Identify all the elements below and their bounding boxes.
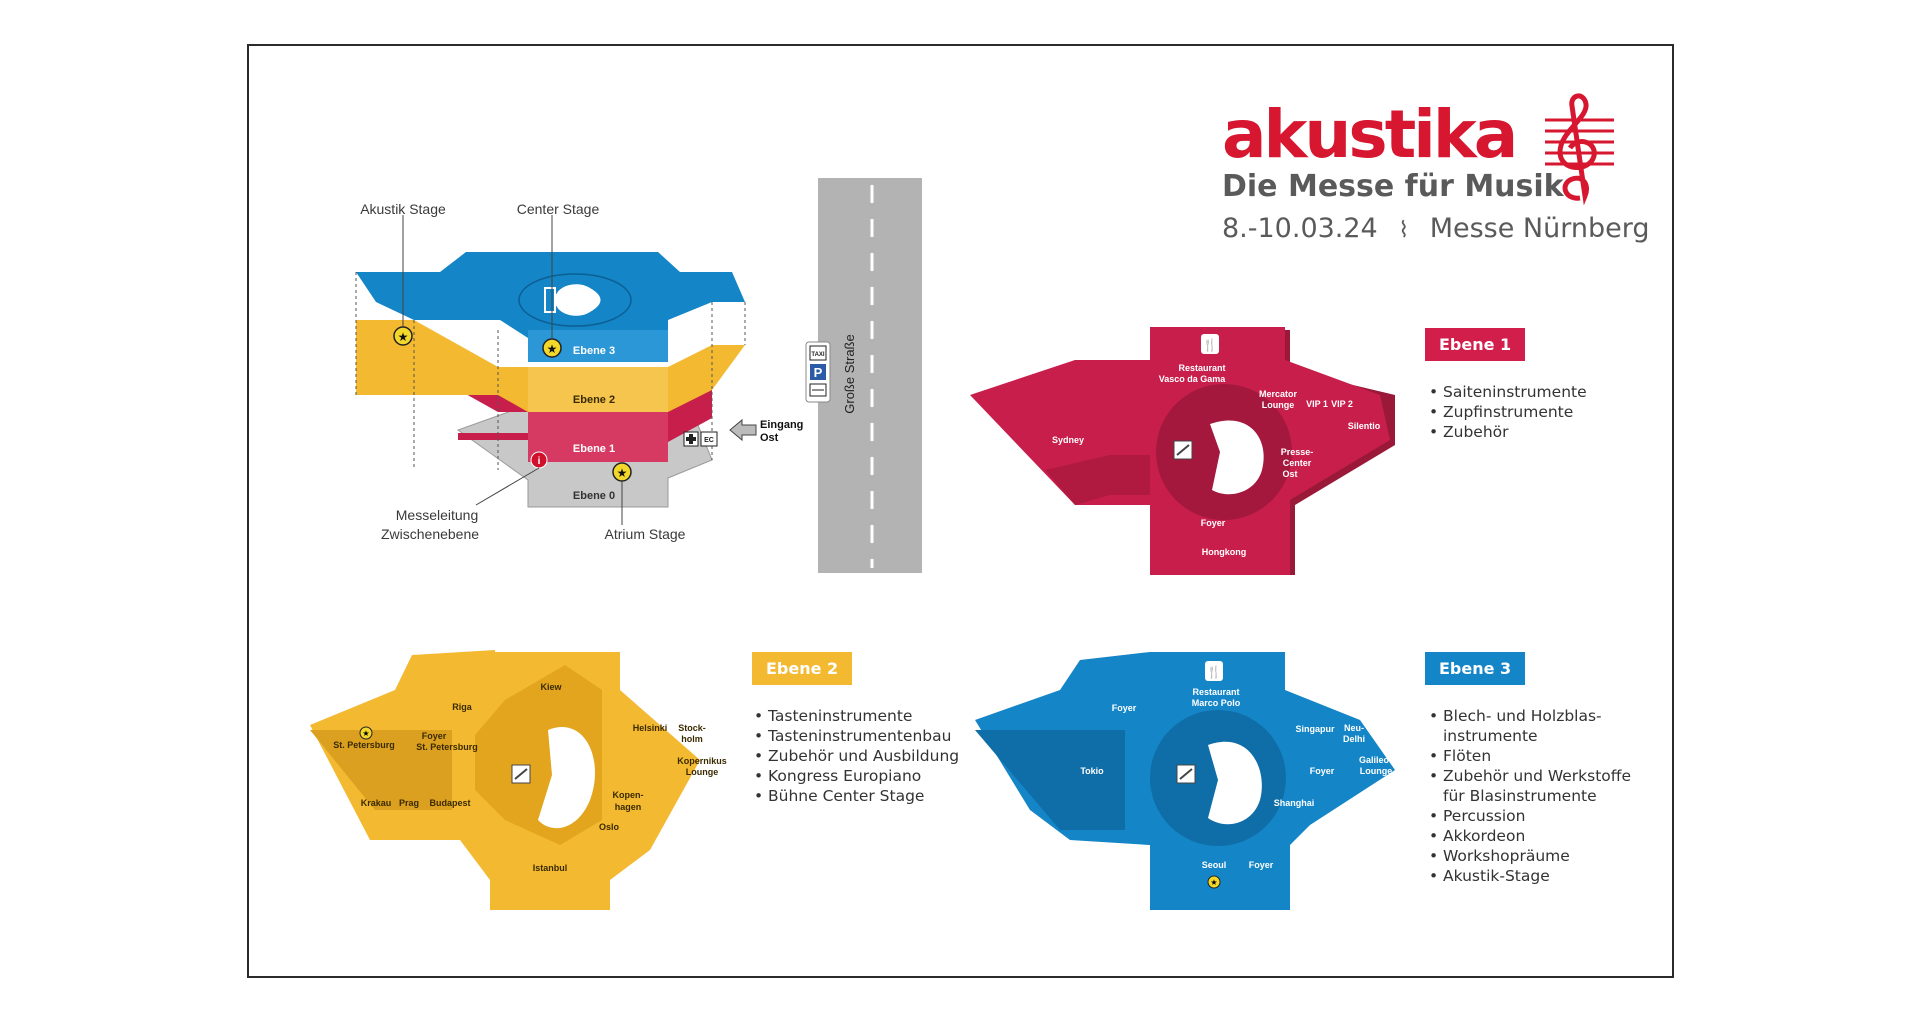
room-label: Kopernikus xyxy=(677,756,727,766)
arrow-left-icon[interactable] xyxy=(730,420,756,440)
svg-text:★: ★ xyxy=(546,342,558,356)
list-item: für Blasinstrumente xyxy=(1443,787,1597,805)
level-2-plan[interactable] xyxy=(310,650,727,910)
badge-ebene-3: Ebene 3 xyxy=(1425,652,1525,685)
level-2-list xyxy=(752,706,959,806)
event-dates: 8.-10.03.24 xyxy=(1222,213,1378,244)
room-label: Foyer xyxy=(1248,860,1274,870)
list-item: • Akkordeon xyxy=(1427,826,1631,846)
list-item: • Blech- und Holzblas- xyxy=(1427,706,1631,726)
room-label: Prag xyxy=(398,798,420,808)
badge-ebene-2: Ebene 2 xyxy=(752,652,852,685)
transport-icons xyxy=(806,342,830,402)
level-1-list xyxy=(1427,382,1587,442)
overview-label-ebene1: Ebene 1 xyxy=(572,443,616,455)
overview-label-ebene0: Ebene 0 xyxy=(572,490,616,502)
room-label: Lounge xyxy=(1261,400,1295,410)
room-label: Center xyxy=(1282,458,1312,468)
list-item: • Workshopräume xyxy=(1427,846,1631,866)
badge-ebene-1: Ebene 1 xyxy=(1425,328,1525,361)
room-label: Riga xyxy=(452,702,472,712)
level-1-plan[interactable] xyxy=(970,327,1395,575)
callout-center-stage: Center Stage xyxy=(516,201,600,217)
parking-icon xyxy=(810,364,826,380)
list-item: • Zupfinstrumente xyxy=(1427,402,1587,422)
room-label: Restaurant xyxy=(1178,363,1226,373)
room-label: St. Petersburg xyxy=(416,742,478,752)
room-label: Kiew xyxy=(540,682,562,692)
train-icon xyxy=(810,384,826,396)
room-label: Foyer xyxy=(1200,518,1226,528)
list-item: • Percussion xyxy=(1427,806,1631,826)
list-item: • Flöten xyxy=(1427,746,1631,766)
room-label: Foyer xyxy=(1111,703,1137,713)
room-label: Ost xyxy=(1282,469,1298,479)
room-label: Foyer xyxy=(421,731,447,741)
date-separator: ⌇ xyxy=(1398,218,1410,243)
room-label: Presse- xyxy=(1280,447,1314,457)
room-label: Seoul xyxy=(1201,860,1227,870)
overview-diagram xyxy=(356,201,803,542)
list-item: • Akustik-Stage xyxy=(1427,866,1631,886)
room-label: St. Petersburg xyxy=(333,740,395,750)
room-label: Galileo xyxy=(1358,755,1390,765)
list-item: • Saiteninstrumente xyxy=(1427,382,1587,402)
event-venue: Messe Nürnberg xyxy=(1429,213,1650,244)
room-label: Hongkong xyxy=(1201,547,1247,557)
room-label: Silentio xyxy=(1347,421,1381,431)
room-label: Helsinki xyxy=(632,723,668,733)
star-icon[interactable] xyxy=(543,339,561,357)
entrance-label: Eingang xyxy=(760,419,804,431)
room-label: Vasco da Gama xyxy=(1158,374,1226,384)
svg-text:★: ★ xyxy=(362,729,370,738)
list-item: • Kongress Europiano xyxy=(752,766,959,786)
room-label: Restaurant xyxy=(1192,687,1240,697)
room-label: hagen xyxy=(614,802,642,812)
room-label: Singapur xyxy=(1295,724,1335,734)
list-item: • Tasteninstrumentenbau xyxy=(752,726,959,746)
star-icon: ★ xyxy=(1210,878,1218,887)
room-label: Krakau xyxy=(360,798,392,808)
info-icon[interactable] xyxy=(531,452,547,468)
room-label: VIP 2 xyxy=(1331,399,1353,409)
svg-text:★: ★ xyxy=(616,466,628,480)
room-label: Sydney xyxy=(1051,435,1085,445)
level-3-plan[interactable] xyxy=(975,652,1395,910)
overview-label-ebene2: Ebene 2 xyxy=(572,394,616,406)
parking-label: P xyxy=(813,365,823,380)
svg-text:★: ★ xyxy=(397,330,409,344)
logo-tagline: Die Messe für Musik xyxy=(1222,169,1564,204)
list-item: • Zubehör und Ausbildung xyxy=(752,746,959,766)
room-label: Marco Polo xyxy=(1191,698,1241,708)
list-item: instrumente xyxy=(1443,727,1538,745)
list-item: • Zubehör xyxy=(1427,422,1587,442)
road-label: Große Straße xyxy=(842,334,857,414)
restaurant-icon: 🍴 xyxy=(1206,665,1222,679)
star-icon[interactable] xyxy=(394,327,412,345)
room-label: holm xyxy=(681,734,703,744)
callout-zwischenebene: Zwischenebene xyxy=(380,526,480,542)
logo-wordmark: akustika xyxy=(1222,96,1516,173)
room-label: VIP 1 xyxy=(1306,399,1328,409)
callout-atrium-stage: Atrium Stage xyxy=(604,526,686,542)
room-label: Foyer xyxy=(1309,766,1335,776)
room-label: Stock- xyxy=(678,723,706,733)
first-aid-icon xyxy=(684,432,698,446)
entrance-label-ost: Ost xyxy=(760,432,779,444)
callout-akustik-stage: Akustik Stage xyxy=(360,201,446,217)
room-label: Lounge xyxy=(1359,766,1393,776)
room-label: Lounge xyxy=(685,767,719,777)
taxi-label: TAXI xyxy=(811,352,825,358)
room-label: Budapest xyxy=(429,798,471,808)
level-3-list xyxy=(1427,706,1631,886)
ec-card-icon xyxy=(701,432,717,446)
svg-text:i: i xyxy=(537,456,541,467)
list-item: • Zubehör und Werkstoffe xyxy=(1427,766,1631,786)
room-label: Tokio xyxy=(1080,766,1104,776)
overview-label-ebene3: Ebene 3 xyxy=(572,345,616,357)
room-label: Istanbul xyxy=(532,863,568,873)
room-label: Mercator xyxy=(1258,389,1298,399)
room-label: Kopen- xyxy=(612,790,644,800)
room-label: Neu- xyxy=(1344,723,1364,733)
road xyxy=(818,178,922,573)
room-label: Shanghai xyxy=(1273,798,1315,808)
star-icon[interactable] xyxy=(613,463,631,481)
restaurant-icon: 🍴 xyxy=(1202,338,1218,352)
ec-label: EC xyxy=(704,437,714,444)
list-item: • Bühne Center Stage xyxy=(752,786,959,806)
room-label: Oslo xyxy=(598,822,620,832)
room-label: Delhi xyxy=(1342,734,1366,744)
list-item: • Tasteninstrumente xyxy=(752,706,959,726)
callout-messeleitung: Messeleitung xyxy=(395,507,479,523)
taxi-icon xyxy=(810,346,826,360)
